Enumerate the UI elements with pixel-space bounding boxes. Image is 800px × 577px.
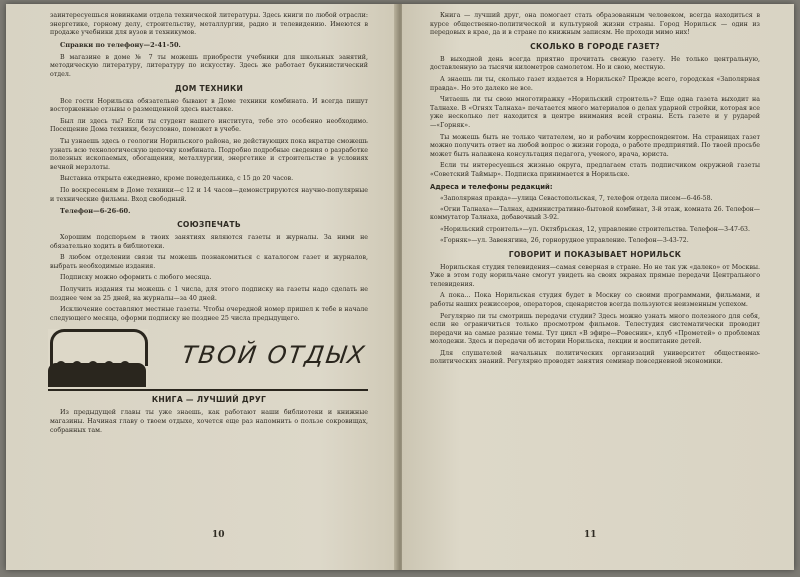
section-heading-dom-tekhniki: ДОМ ТЕХНИКИ <box>174 83 244 93</box>
page-number-left: 10 <box>212 530 225 540</box>
addresses-heading: Адреса и телефоны редакций: <box>430 182 553 191</box>
cinema-screen-illustration <box>48 329 148 389</box>
address-gornyak: «Горняк»—ул. Завенягина, 26, горнорудное управление. Телефон—3-43-72. <box>440 237 689 245</box>
section-heading-kniga: КНИГА — ЛУЧШИЙ ДРУГ <box>151 395 267 405</box>
phone-reference: Справки по телефону—2-41-50. <box>60 40 181 49</box>
section-heading-tv: ГОВОРИТ И ПОКАЗЫВАЕТ НОРИЛЬСК <box>508 249 682 259</box>
soyuz-paragraph-1: Хорошим подспорьем в твоих занятиях являются газеты и журналы. За ними не обязательно ходить в библиотеки. <box>50 234 368 250</box>
dom-paragraph-3: Ты узнаешь здесь о геологии Норильского района, не действующих пока вкратце сможешь узнать всю технологическую цепочку комбината. Подробно подробные сведения о разработке полезных ископаемых, обогащении, металлургии, энергетике и строительстве в условиях вечной мерзлоты. <box>50 137 368 171</box>
left-page-column <box>50 12 368 562</box>
phone-dom-tekhniki: Телефон—6-26-60. <box>60 207 131 216</box>
shop-paragraph: В магазине в доме № 7 ты можешь приобрести учебники для школьных занятий, методическую литературу, литературу по искусству. Здесь же работает букинистический отдел. <box>50 53 368 78</box>
dom-paragraph-5: По воскресеньям в Доме техники—с 12 и 14 часов—демонстрируются научно-популярные и технические фильмы. Вход свободный. <box>50 186 368 203</box>
dom-paragraph-2: Был ли здесь ты? Если ты студент нашего института, тебе это особенно необходимо. Посещение Дома техники, безусловно, поможет в учебе. <box>50 117 368 134</box>
gazet-paragraph-4: Ты можешь быть не только читателем, но и рабочим корреспондентом. На страницах газет можно получить ответ на любой вопрос о жизни города, о работе предприятий. По твоей просьбе может быть налажена консультация педагога, ученого, врача, юриста. <box>430 133 760 158</box>
kniga-paragraph-1: Из предыдущей главы ты уже знаешь, как работают наши библиотеки и книжные магазины. Начиная главу о твоем отдыхе, хочется еще раз напомнить о пользе сокровищах, собранных там. <box>50 409 368 434</box>
right-page-column <box>430 12 760 562</box>
soyuz-paragraph-4: Получить издания ты можешь с 1 числа, для этого подписку на газеты надо сделать не позднее чем за 25 дней, на журналы—за 40 дней. <box>50 286 368 302</box>
gazet-paragraph-3: Читаешь ли ты свою многотиражку «Норильский строитель»? Еще одна газета выходит на Талнахе. В «Огнях Талнаха» печатается много материалов о делах ударной стройки, которая все уже несколько лет находится в центре внимания всей страны. Есть газете и у рударей—«Горняк». <box>430 96 760 129</box>
right-intro-paragraph: Книга — лучший друг, она помогает стать образованным человеком, всегда находиться в курсе общественно-политической и культурной жизни страны. Город Норильск — один из передовых в крае, да и в стране по книжным записям. Не проходи мимо них! <box>430 12 760 37</box>
address-ogni-talnakha: «Огни Талнаха»—Талнах, административно-бытовой комбинат, 3-й этаж, комната 26. Телефон—коммутатор Талнаха, добавочный 3-92. <box>430 205 760 222</box>
section-heading-gazety: СКОЛЬКО В ГОРОДЕ ГАЗЕТ? <box>530 41 660 51</box>
tv-paragraph-3: Регулярно ли ты смотришь передачи студии? Здесь можно узнать много полезного для себя, если не ограничиться только просмотром фильмов. Телестудия систематически проводит передачи на самые разные темы. Тут цикл «В эфире—Ровесник», клуб «Прометей» о проблемах молодежи. Здесь и передачи об истории Норильска, лекции и воспитание детей. <box>430 312 760 346</box>
tv-paragraph-4: Для слушателей начальных политических организаций университет общественно-политических знаний. Регулярно проводят занятия семинар повседневной экономики. <box>430 349 760 366</box>
tv-paragraph-2: А пока... Пока Норильская студия будет в Москву со своими программами, фильмами, и работы наших режиссеров, операторов, сценаристов всегда пользуются неизменным успехом. <box>430 292 760 308</box>
left-page <box>6 4 398 570</box>
gazet-paragraph-1: В выходной день всегда приятно прочитать свежую газету. Не только центральную, доставленную за тысячи километров самолетом. Но и свою, местную. <box>430 55 760 72</box>
banner-title: ТВОЙ ОТДЫХ <box>180 341 368 370</box>
section-heading-soyuzpechat: СОЮЗПЕЧАТЬ <box>177 220 241 230</box>
page-number-right: 11 <box>584 530 597 540</box>
soyuz-paragraph-5: Исключение составляют местные газеты. Чтобы очередной номер пришел к тебе в начале следующего месяца, оформи подписку не позднее 25 числа предыдущего. <box>50 306 368 322</box>
soyuz-paragraph-2: В любом отделении связи ты можешь познакомиться с каталогом газет и журналов, выбрать необходимые издания. <box>50 254 368 270</box>
gazet-paragraph-5: Если ты интересуешься жизнью округа, предлагаем стать подписчиком окружной газеты «Советский Таймыр». Подписка принимается в Норильске. <box>430 162 760 178</box>
open-booklet-spread <box>6 4 794 570</box>
tv-paragraph-1: Норильская студия телевидения—самая северная в стране. Но не так уж «далеко» от Москвы. Уже в этом году норильчане смогут увидеть на своих экранах прямые передачи Центрального телевидения. <box>430 263 760 288</box>
tvoi-otdykh-banner <box>48 329 368 391</box>
gazet-paragraph-2: А знаешь ли ты, сколько газет издается в Норильске? Прежде всего, городская «Заполярная правда». Но это далеко не все. <box>430 75 760 92</box>
soyuz-paragraph-3: Подписку можно оформить с любого месяца. <box>60 274 212 282</box>
dom-paragraph-4: Выставка открыта ежедневно, кроме понедельника, с 15 до 20 часов. <box>60 175 294 183</box>
right-page <box>402 4 794 570</box>
address-norilsky-stroitel: «Норильский строитель»—ул. Октябрьская, 12, управление строительства. Телефон—3-47-63. <box>440 225 750 233</box>
address-zapolyarnaya: «Заполярная правда»—улица Севастопольская, 7, телефон отдела писем—6-46-58. <box>440 194 713 202</box>
dom-paragraph-1: Все гости Норильска обязательно бывают в Доме техники комбината. И всегда пишут восторженные отзывы о размещенной здесь выставке. <box>50 97 368 114</box>
left-intro-paragraph: заинтересуешься новинками отдела технической литературы. Здесь книги по любой отрасли: энергетике, горному делу, строительству, металлургии, радио и телевидению. Имеются в продаже учебники для вузов и техникумов. <box>50 12 368 37</box>
